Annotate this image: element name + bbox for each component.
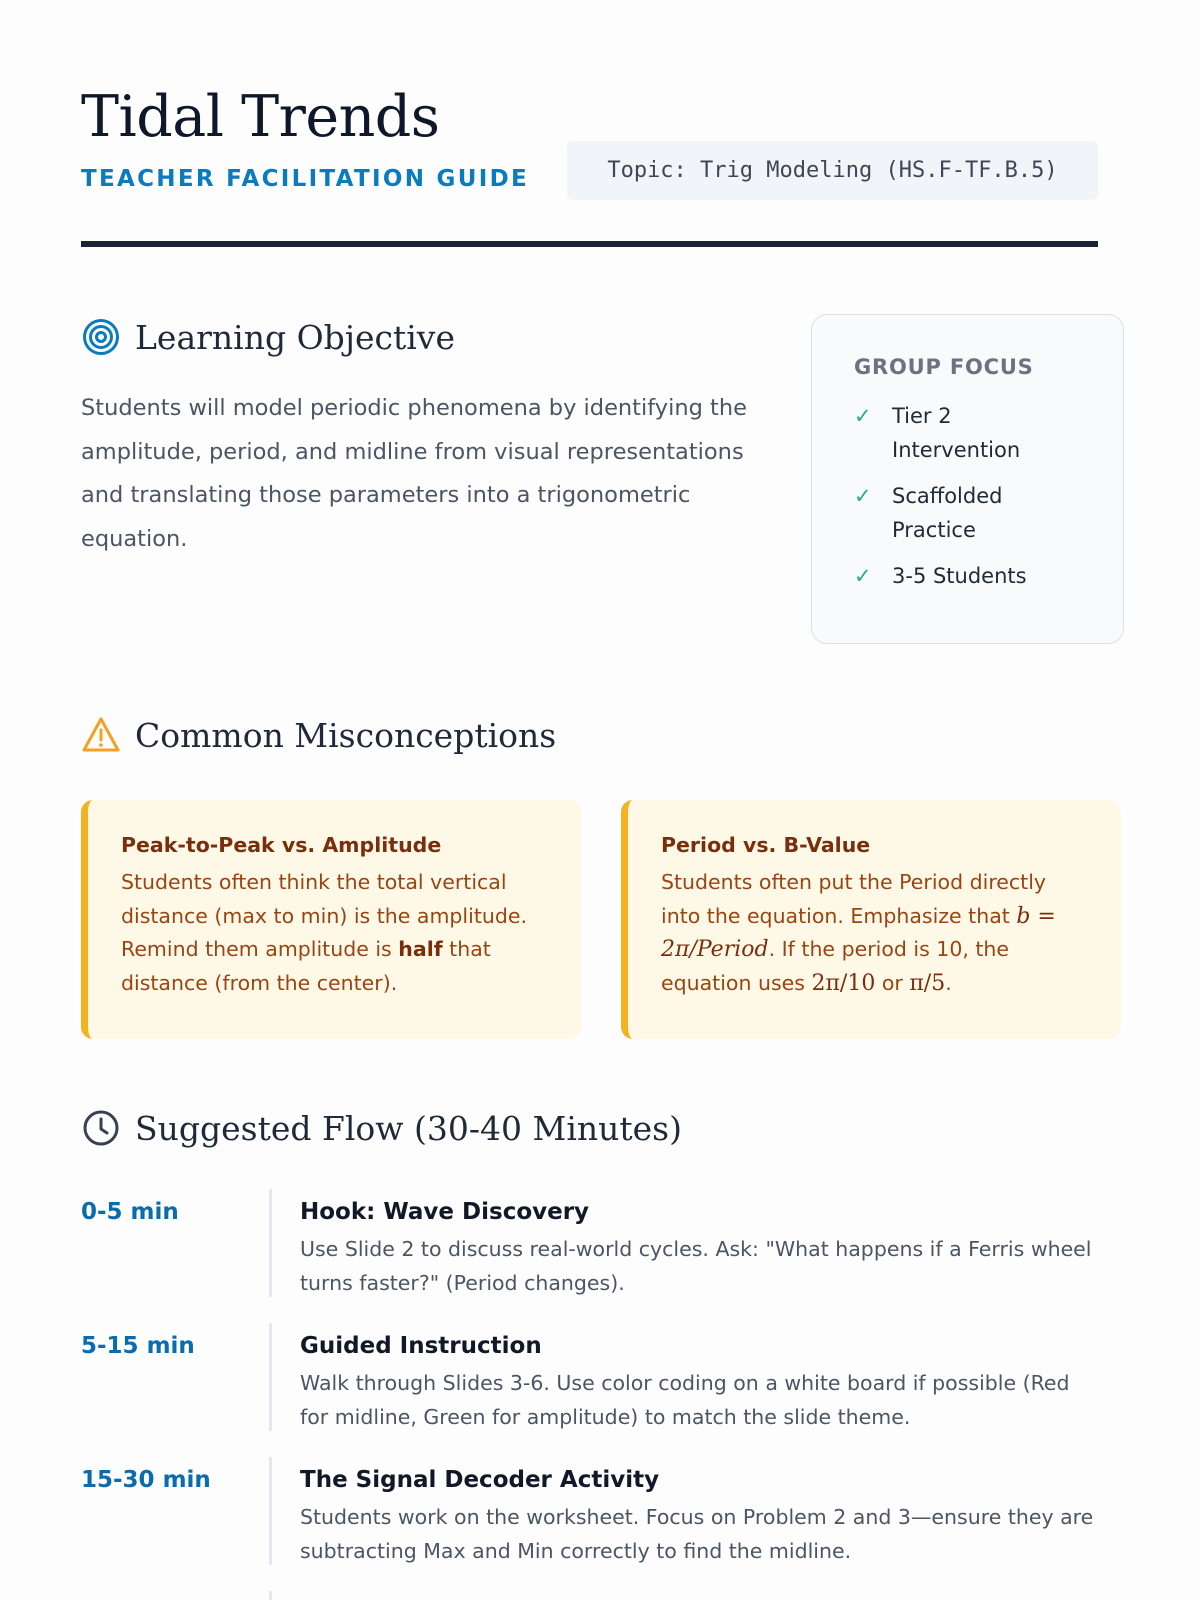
timeline-rail <box>269 1323 272 1431</box>
group-focus-item-label: Tier 2 Intervention <box>892 404 1021 462</box>
flow-step-desc: Walk through Slides 3-6. Use color coding on a white board if possible (Red for midline, Green for amplitude) to match the slide theme. <box>300 1371 1070 1429</box>
misconception-text-part: that distance (from the center). <box>121 937 491 995</box>
math-formula: 2π/10 <box>811 970 876 996</box>
misconceptions-title: Common Misconceptions <box>135 715 557 755</box>
topic-badge: Topic: Trig Modeling (HS.F-TF.B.5) <box>567 141 1098 200</box>
flow-step-desc: Use Slide 2 to discuss real-world cycles. Ask: "What happens if a Ferris wheel turns faster?" (Period changes). <box>300 1237 1092 1295</box>
misconception-text-part: . <box>945 970 952 995</box>
flow-step-title: Hook: Wave Discovery <box>300 1199 590 1225</box>
math-formula: π/5 <box>909 970 946 996</box>
flow-step-title: The Signal Decoder Activity <box>300 1467 660 1493</box>
misconception-text <box>121 866 551 1000</box>
flow-step-partial <box>81 1591 1098 1600</box>
flow-step-time: 0-5 min <box>81 1199 179 1225</box>
page-title: Tidal Trends <box>81 84 440 150</box>
list-item <box>854 559 1083 593</box>
flow-step-title: Guided Instruction <box>300 1333 542 1359</box>
group-focus-item-label: Scaffolded Practice <box>892 484 1003 542</box>
misconception-text-part: or <box>875 970 910 995</box>
misconception-title: Peak-to-Peak vs. Amplitude <box>121 833 442 857</box>
flow-heading <box>81 1108 682 1148</box>
timeline-rail <box>269 1591 272 1600</box>
page-subtitle: TEACHER FACILITATION GUIDE <box>81 166 529 192</box>
check-icon: ✓ <box>854 564 872 588</box>
warning-icon <box>81 715 121 755</box>
list-item <box>854 479 1083 547</box>
check-icon: ✓ <box>854 404 872 428</box>
group-focus-item-label: 3-5 Students <box>892 564 1027 588</box>
list-item <box>854 399 1083 467</box>
timeline-rail <box>269 1457 272 1565</box>
clock-icon <box>81 1108 121 1148</box>
objective-title: Learning Objective <box>135 317 455 357</box>
objective-heading <box>81 317 455 357</box>
emphasis-text: half <box>398 937 443 961</box>
flow-step-desc: Students work on the worksheet. Focus on Problem 2 and 3—ensure they are subtracting Max and Min correctly to find the midline. <box>300 1505 1094 1563</box>
misconception-text-part: Students often think the total vertical distance (max to min) is the amplitude. Remind them amplitude is <box>121 870 527 961</box>
misconception-text <box>661 866 1091 1000</box>
misconception-text-part: Students often put the Period directly into the equation. Emphasize that <box>661 870 1047 928</box>
group-focus-title: GROUP FOCUS <box>854 355 1034 379</box>
misconception-card-period <box>621 800 1121 1039</box>
misconception-title: Period vs. B-Value <box>661 833 871 857</box>
misconception-text-part: . If the period is 10, the equation uses <box>661 937 1010 995</box>
check-icon: ✓ <box>854 484 872 508</box>
timeline-rail <box>269 1189 272 1297</box>
flow-step <box>81 1189 1098 1297</box>
flow-step-time: 15-30 min <box>81 1467 211 1493</box>
header <box>81 0 1098 247</box>
flow-step <box>81 1457 1098 1565</box>
group-focus-list <box>854 399 1083 593</box>
misconception-card-amplitude <box>81 800 581 1039</box>
misconceptions-heading <box>81 715 556 755</box>
group-focus-card <box>811 314 1124 644</box>
flow-title: Suggested Flow (30-40 Minutes) <box>135 1108 682 1148</box>
objective-text: Students will model periodic phenomena by identifying the amplitude, period, and midline from visual representations and translating those parameters into a trigonometric equation. <box>81 395 747 552</box>
math-formula: b = 2π/Period <box>661 903 1056 962</box>
flow-step-content <box>300 1189 1098 1297</box>
flow-step-content <box>300 1323 1098 1431</box>
flow-step-content <box>300 1457 1098 1565</box>
flow-step <box>81 1323 1098 1431</box>
target-icon <box>81 317 121 357</box>
flow-step-time: 5-15 min <box>81 1333 195 1359</box>
